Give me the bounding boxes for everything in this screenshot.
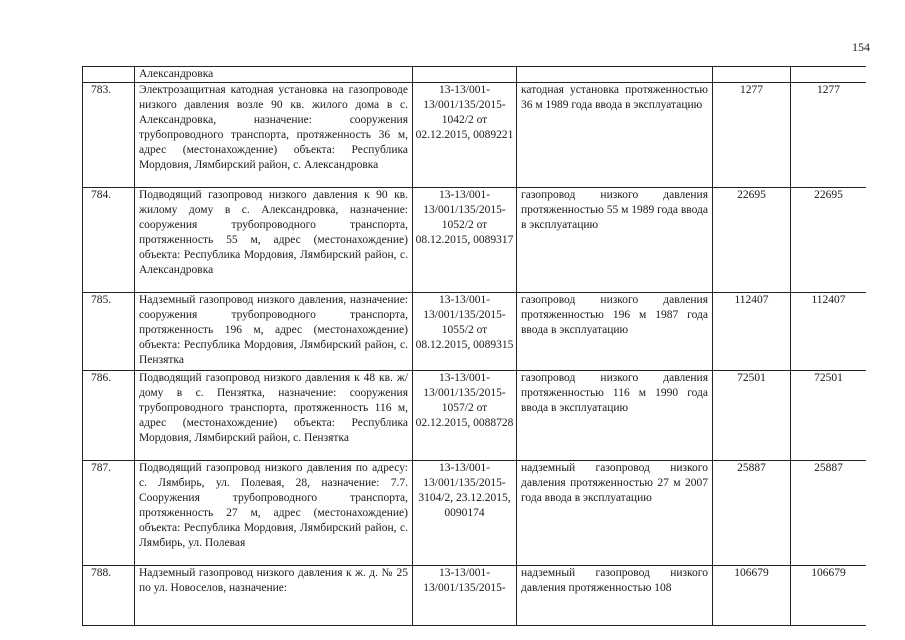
cell-description: Подводящий газопровод низкого давления к 90 кв. жилому дому в с. Александровка, назначение: сооружения трубопроводного транспорта, протяженность 55 м, адрес (местонахождение) объекта: Республика Мордовия, Лямбирский район, с. Александровка [135, 188, 413, 293]
page-number: 154 [852, 40, 870, 54]
cell-note: газопровод низкого давления протяженностью 196 м 1987 года ввода в эксплуатацию [517, 293, 713, 371]
cell-registration: 13-13/001-13/001/135/2015- [413, 566, 517, 626]
cell-note: газопровод низкого давления протяженностью 55 м 1989 года ввода в эксплуатацию [517, 188, 713, 293]
cell-registration: 13-13/001-13/001/135/2015-1057/2 от 02.12.2015, 0088728 [413, 371, 517, 461]
cell-registration: 13-13/001-13/001/135/2015-1055/2 от 08.12.2015, 0089315 [413, 293, 517, 371]
table-row [83, 461, 867, 566]
cell-num: 786. [83, 371, 135, 461]
cell-num: 784. [83, 188, 135, 293]
cell-description: Надземный газопровод низкого давления, назначение: сооружения трубопроводного транспорта, протяженность 196 м, адрес (местонахождение) объекта: Республика Мордовия, Лямбирский район, с. Пензятка [135, 293, 413, 371]
cell-num: 787. [83, 461, 135, 566]
cell-value2: 1277 [791, 83, 867, 188]
cell-value1: 1277 [713, 83, 791, 188]
cell-value2: 25887 [791, 461, 867, 566]
cell-value1: 22695 [713, 188, 791, 293]
cell-value1: 112407 [713, 293, 791, 371]
cell-note: надземный газопровод низкого давления протяженностью 27 м 2007 года ввода в эксплуатацию [517, 461, 713, 566]
table-row [83, 566, 867, 626]
cell-description: Электрозащитная катодная установка на газопроводе низкого давления возле 90 кв. жилого дома в с. Александровка, назначение: сооружения трубопроводного транспорта, протяженность 36 м, адрес (местонахождение) объекта: Республика Мордовия, Лямбирский район, с. Александровка [135, 83, 413, 188]
cell-value2: 112407 [791, 293, 867, 371]
cell-num: 785. [83, 293, 135, 371]
cell-description: Подводящий газопровод низкого давления по адресу: с. Лямбирь, ул. Полевая, 28, назначение: 7.7. Сооружения трубопроводного транспорта, протяженность 27 м, адрес (местонахождение) объекта: Республика Мордовия, Лямбирский район, с. Лямбирь, ул. Полевая [135, 461, 413, 566]
cell-description: Надземный газопровод низкого давления к ж. д. № 25 по ул. Новоселов, назначение: [135, 566, 413, 626]
cell-note: газопровод низкого давления протяженностью 116 м 1990 года ввода в эксплуатацию [517, 371, 713, 461]
cell-num: 788. [83, 566, 135, 626]
cell-registration: 13-13/001-13/001/135/2015-3104/2, 23.12.2015, 0090174 [413, 461, 517, 566]
registry-table-container [82, 66, 866, 640]
cell-description: Александровка [135, 67, 413, 83]
cell-value1: 72501 [713, 371, 791, 461]
cell-value2 [791, 67, 867, 83]
cell-num [83, 67, 135, 83]
cell-registration: 13-13/001-13/001/135/2015-1052/2 от 08.12.2015, 0089317 [413, 188, 517, 293]
cell-note: надземный газопровод низкого давления протяженностью 108 [517, 566, 713, 626]
cell-value2: 22695 [791, 188, 867, 293]
registry-table [82, 66, 866, 626]
cell-note: катодная установка протяженностью 36 м 1989 года ввода в эксплуатацию [517, 83, 713, 188]
cell-value2: 106679 [791, 566, 867, 626]
table-row [83, 371, 867, 461]
cell-note [517, 67, 713, 83]
cell-value1: 25887 [713, 461, 791, 566]
cell-registration [413, 67, 517, 83]
cell-num: 783. [83, 83, 135, 188]
cell-registration: 13-13/001-13/001/135/2015-1042/2 от 02.12.2015, 0089221 [413, 83, 517, 188]
table-row [83, 293, 867, 371]
cell-value1 [713, 67, 791, 83]
table-row-continuation [83, 67, 867, 83]
table-row [83, 188, 867, 293]
table-row [83, 83, 867, 188]
cell-value2: 72501 [791, 371, 867, 461]
cell-value1: 106679 [713, 566, 791, 626]
cell-description: Подводящий газопровод низкого давления к 48 кв. ж/дому в с. Пензятка, назначение: сооружения трубопроводного транспорта, протяженность 116 м, адрес (местонахождение) объекта: Республика Мордовия, Лямбирский район, с. Пензятка [135, 371, 413, 461]
